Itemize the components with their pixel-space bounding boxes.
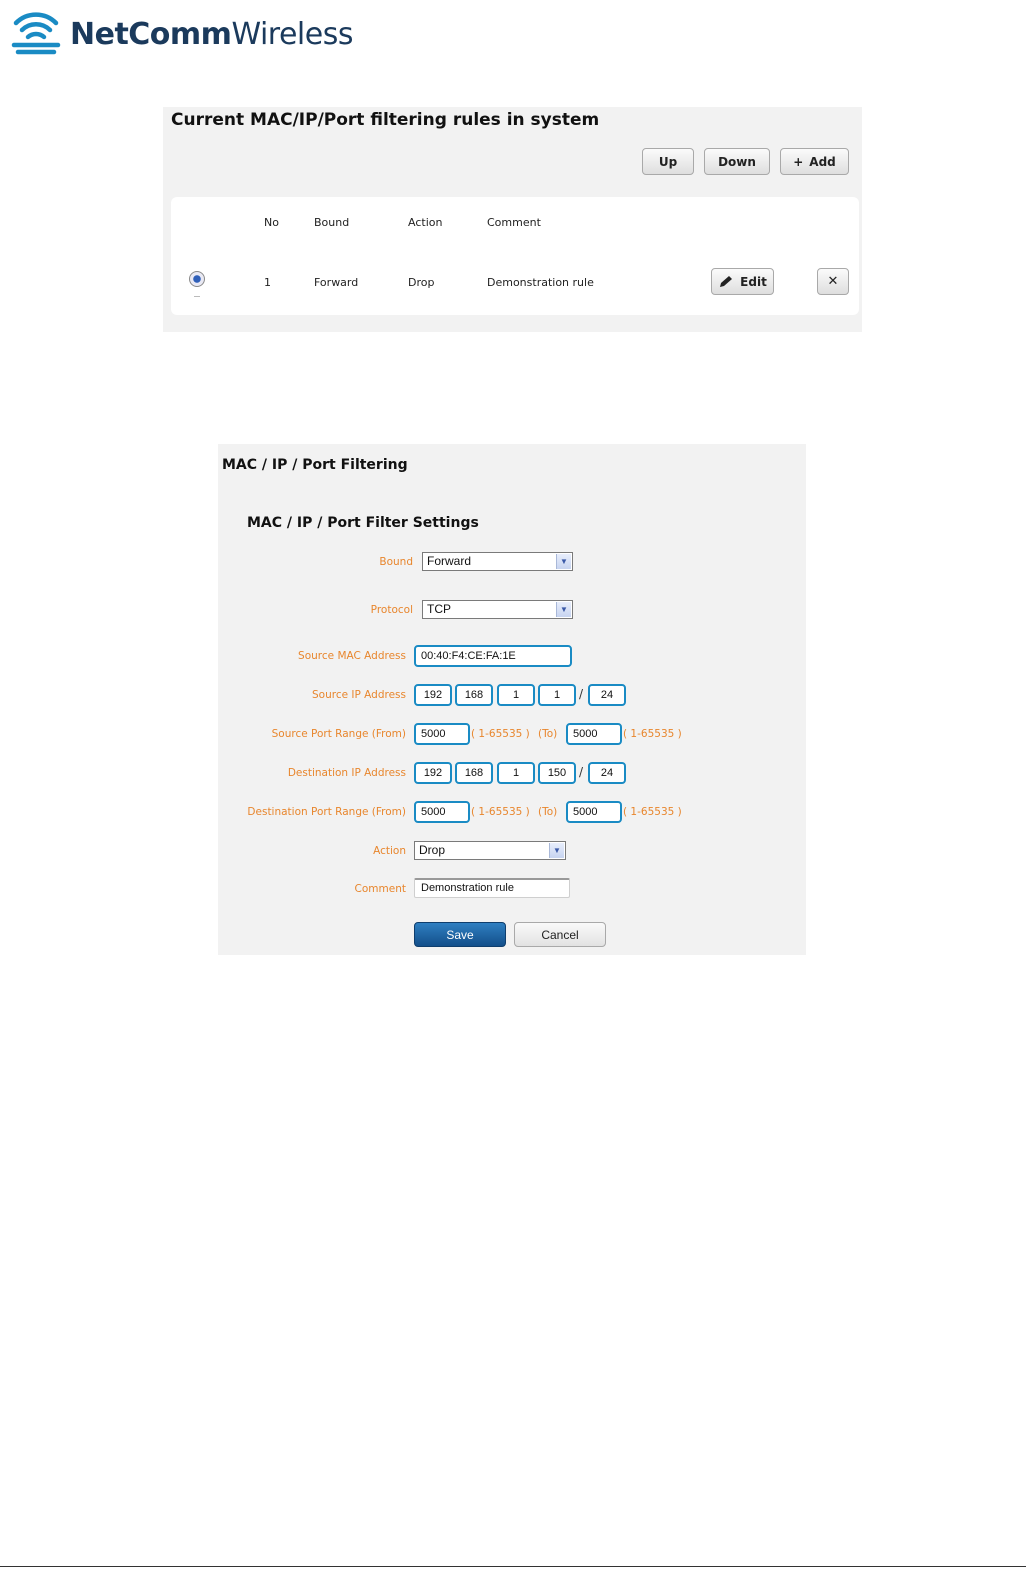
row-comment: Demonstration rule <box>487 276 594 289</box>
dest-port-label: Destination Port Range (From) <box>247 806 406 818</box>
source-ip-octet-3[interactable]: 1 <box>497 684 535 706</box>
rules-panel-title: Current MAC/IP/Port filtering rules in system <box>171 110 600 130</box>
row-no: 1 <box>264 276 271 289</box>
column-header-action: Action <box>408 216 443 229</box>
dest-ip-octet-2[interactable]: 168 <box>455 762 493 784</box>
down-button[interactable]: Down <box>704 148 770 175</box>
add-button[interactable]: + Add <box>780 148 849 175</box>
chevron-down-icon: ▼ <box>556 602 571 617</box>
delete-button[interactable] <box>817 268 849 295</box>
action-select[interactable]: Drop ▼ <box>414 841 566 860</box>
comment-input[interactable]: Demonstration rule <box>414 878 570 898</box>
source-ip-octet-4[interactable]: 1 <box>538 684 576 706</box>
row-action: Drop <box>408 276 435 289</box>
source-port-from-input[interactable]: 5000 <box>414 723 470 745</box>
wifi-logo-icon <box>8 9 64 59</box>
source-mac-input[interactable]: 00:40:F4:CE:FA:1E <box>414 645 572 667</box>
source-ip-mask[interactable]: 24 <box>588 684 626 706</box>
source-port-to-label: (To) <box>538 728 558 740</box>
pencil-icon <box>718 275 734 289</box>
bound-label: Bound <box>379 556 413 568</box>
source-port-label: Source Port Range (From) <box>271 728 406 740</box>
dest-ip-octet-3[interactable]: 1 <box>497 762 535 784</box>
column-header-comment: Comment <box>487 216 541 229</box>
action-label: Action <box>373 845 406 857</box>
column-header-bound: Bound <box>314 216 350 229</box>
filter-settings-panel <box>218 444 806 955</box>
close-icon: ✕ <box>827 274 839 289</box>
page-title: MAC / IP / Port Filtering <box>222 457 408 473</box>
rules-panel <box>163 107 862 332</box>
comment-label: Comment <box>354 883 406 895</box>
row-bound: Forward <box>314 276 359 289</box>
slash-separator: / <box>579 687 584 701</box>
dest-port-range-hint: ( 1-65535 ) <box>471 806 530 818</box>
dest-port-from-input[interactable]: 5000 <box>414 801 470 823</box>
chevron-down-icon: ▼ <box>556 554 571 569</box>
plus-icon: + <box>793 154 804 169</box>
source-port-to-input[interactable]: 5000 <box>566 723 622 745</box>
slash-separator: / <box>579 765 584 779</box>
dest-ip-octet-4[interactable]: 150 <box>538 762 576 784</box>
save-button[interactable]: Save <box>414 922 506 947</box>
dest-port-to-input[interactable]: 5000 <box>566 801 622 823</box>
source-ip-octet-2[interactable]: 168 <box>455 684 493 706</box>
source-port-range-hint: ( 1-65535 ) <box>471 728 530 740</box>
rules-table <box>171 197 859 315</box>
dest-port-to-range-hint: ( 1-65535 ) <box>623 806 682 818</box>
dest-ip-mask[interactable]: 24 <box>588 762 626 784</box>
protocol-label: Protocol <box>370 604 413 616</box>
netcomm-logo <box>8 6 353 62</box>
row-select-radio[interactable] <box>189 271 205 287</box>
source-ip-label: Source IP Address <box>312 689 406 701</box>
source-port-to-range-hint: ( 1-65535 ) <box>623 728 682 740</box>
logo-text: NetCommWireless <box>70 16 353 52</box>
column-header-no: No <box>264 216 279 229</box>
chevron-down-icon: ▼ <box>549 843 564 858</box>
radio-underline <box>194 296 200 297</box>
source-ip-octet-1[interactable]: 192 <box>414 684 452 706</box>
dest-ip-octet-1[interactable]: 192 <box>414 762 452 784</box>
edit-button[interactable]: Edit <box>711 268 774 295</box>
footer-divider <box>0 1566 1026 1567</box>
bound-select[interactable]: Forward ▼ <box>422 552 573 571</box>
source-mac-label: Source MAC Address <box>298 650 406 662</box>
cancel-button[interactable]: Cancel <box>514 922 606 947</box>
section-title: MAC / IP / Port Filter Settings <box>247 515 479 531</box>
up-button[interactable]: Up <box>642 148 694 175</box>
protocol-select[interactable]: TCP ▼ <box>422 600 573 619</box>
dest-port-to-label: (To) <box>538 806 558 818</box>
dest-ip-label: Destination IP Address <box>287 767 406 779</box>
